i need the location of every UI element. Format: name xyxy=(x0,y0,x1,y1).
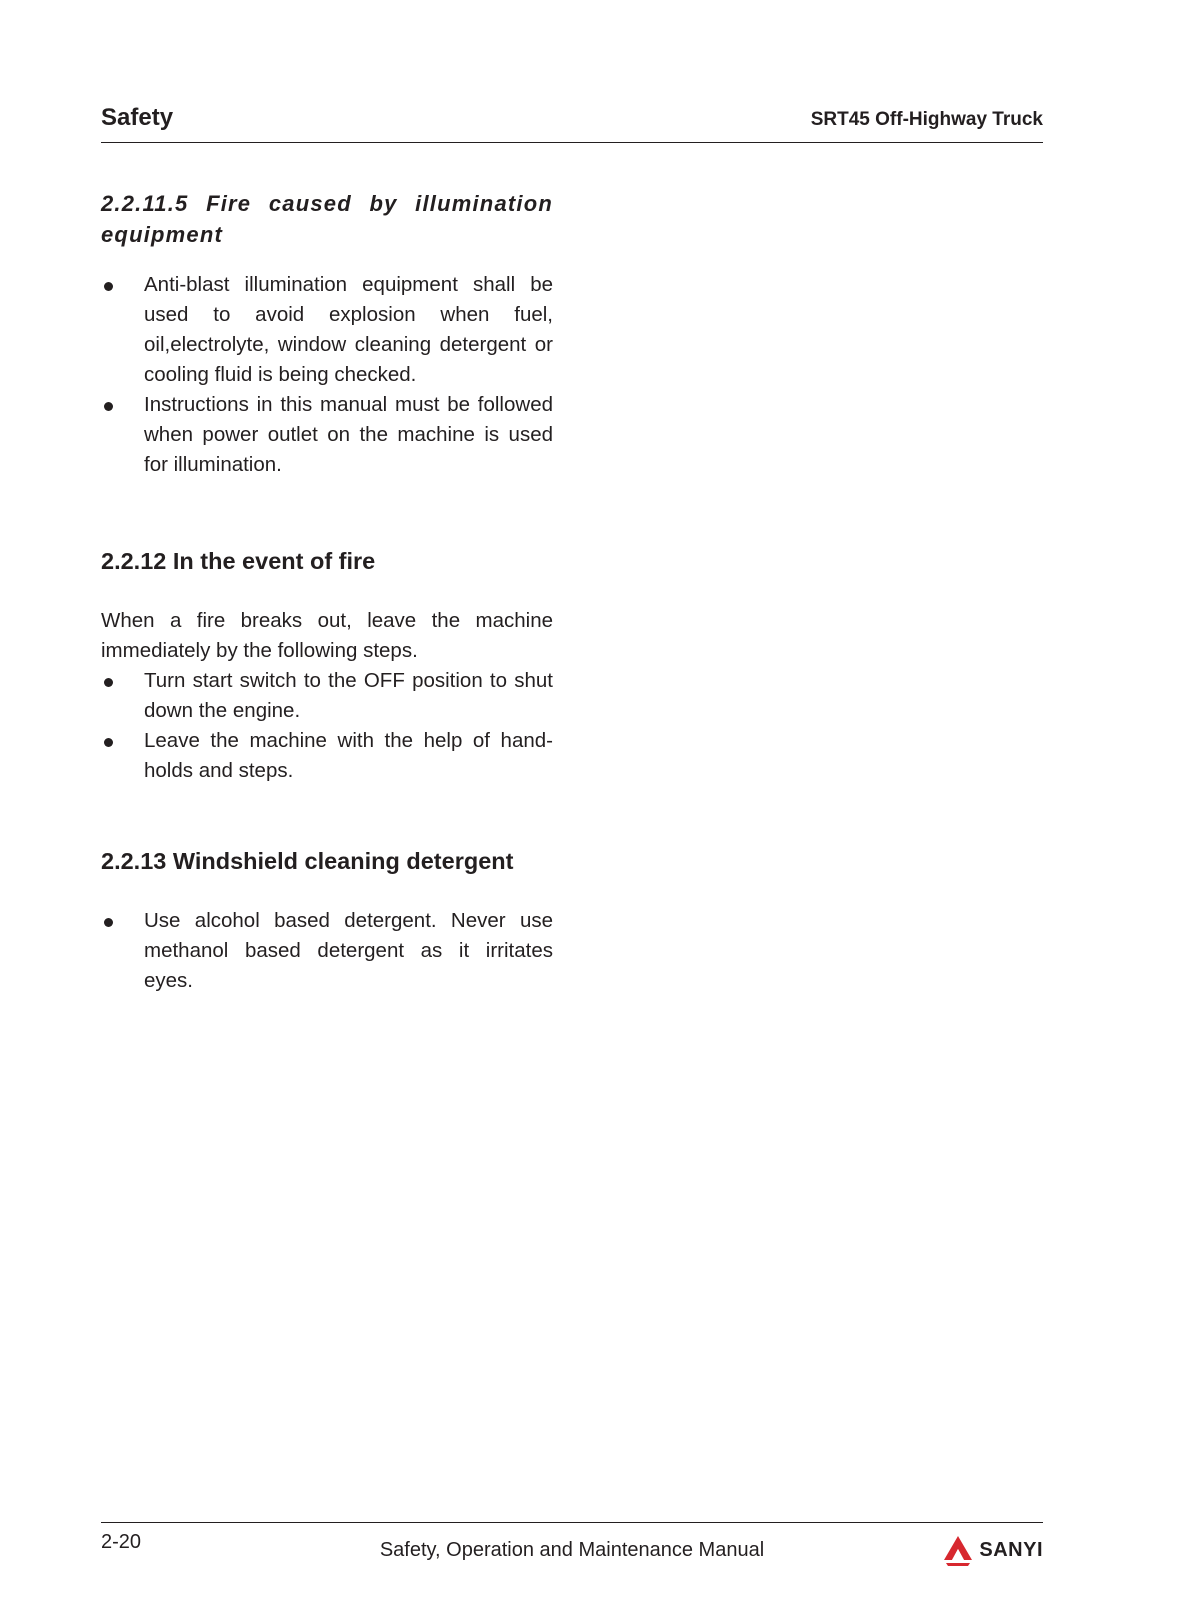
list-item-text: Instructions in this manual must be followed when power outlet on the machine is used for illumination. xyxy=(144,393,553,476)
list-item xyxy=(101,270,553,390)
list-item xyxy=(101,390,553,480)
detergent-bullet-list xyxy=(101,906,553,996)
brand-logo-icon xyxy=(942,1534,974,1566)
page-number: 2-20 xyxy=(101,1531,142,1553)
bullet-icon xyxy=(104,282,113,291)
subsection-title: 2.2.11.5 Fire caused by illumination equipment xyxy=(101,191,553,247)
brand-name: SANYI xyxy=(979,1538,1043,1561)
list-item-text: Anti-blast illumination equipment shall be used to avoid explosion when fuel, oil,electrolyte, window cleaning detergent or cooling fluid is being checked. xyxy=(144,273,553,386)
fire-intro-paragraph: When a fire breaks out, leave the machine immediately by the following steps. xyxy=(101,609,553,662)
list-item xyxy=(101,726,553,786)
bullet-icon xyxy=(104,738,113,747)
section-heading-fire: 2.2.12 In the event of fire xyxy=(101,548,376,574)
list-item-text: Use alcohol based detergent. Never use methanol based detergent as it irritates eyes. xyxy=(144,909,553,992)
list-item-text: Leave the machine with the help of hand-holds and steps. xyxy=(144,729,553,782)
footer-manual-title: Safety, Operation and Maintenance Manual xyxy=(379,1539,765,1561)
bullet-icon xyxy=(104,678,113,687)
list-item xyxy=(101,666,553,726)
bullet-icon xyxy=(104,402,113,411)
list-item-text: Turn start switch to the OFF position to shut down the engine. xyxy=(144,669,553,722)
illumination-bullet-list xyxy=(101,270,553,480)
header-model-name: SRT45 Off-Highway Truck xyxy=(810,109,1043,130)
header-section-title: Safety xyxy=(101,104,174,131)
fire-bullet-list xyxy=(101,666,553,786)
list-item xyxy=(101,906,553,996)
page-header xyxy=(101,100,1043,143)
bullet-icon xyxy=(104,918,113,927)
section-heading-detergent: 2.2.13 Windshield cleaning detergent xyxy=(101,848,514,874)
page-footer xyxy=(101,1522,1043,1583)
brand-logo xyxy=(942,1533,1043,1567)
